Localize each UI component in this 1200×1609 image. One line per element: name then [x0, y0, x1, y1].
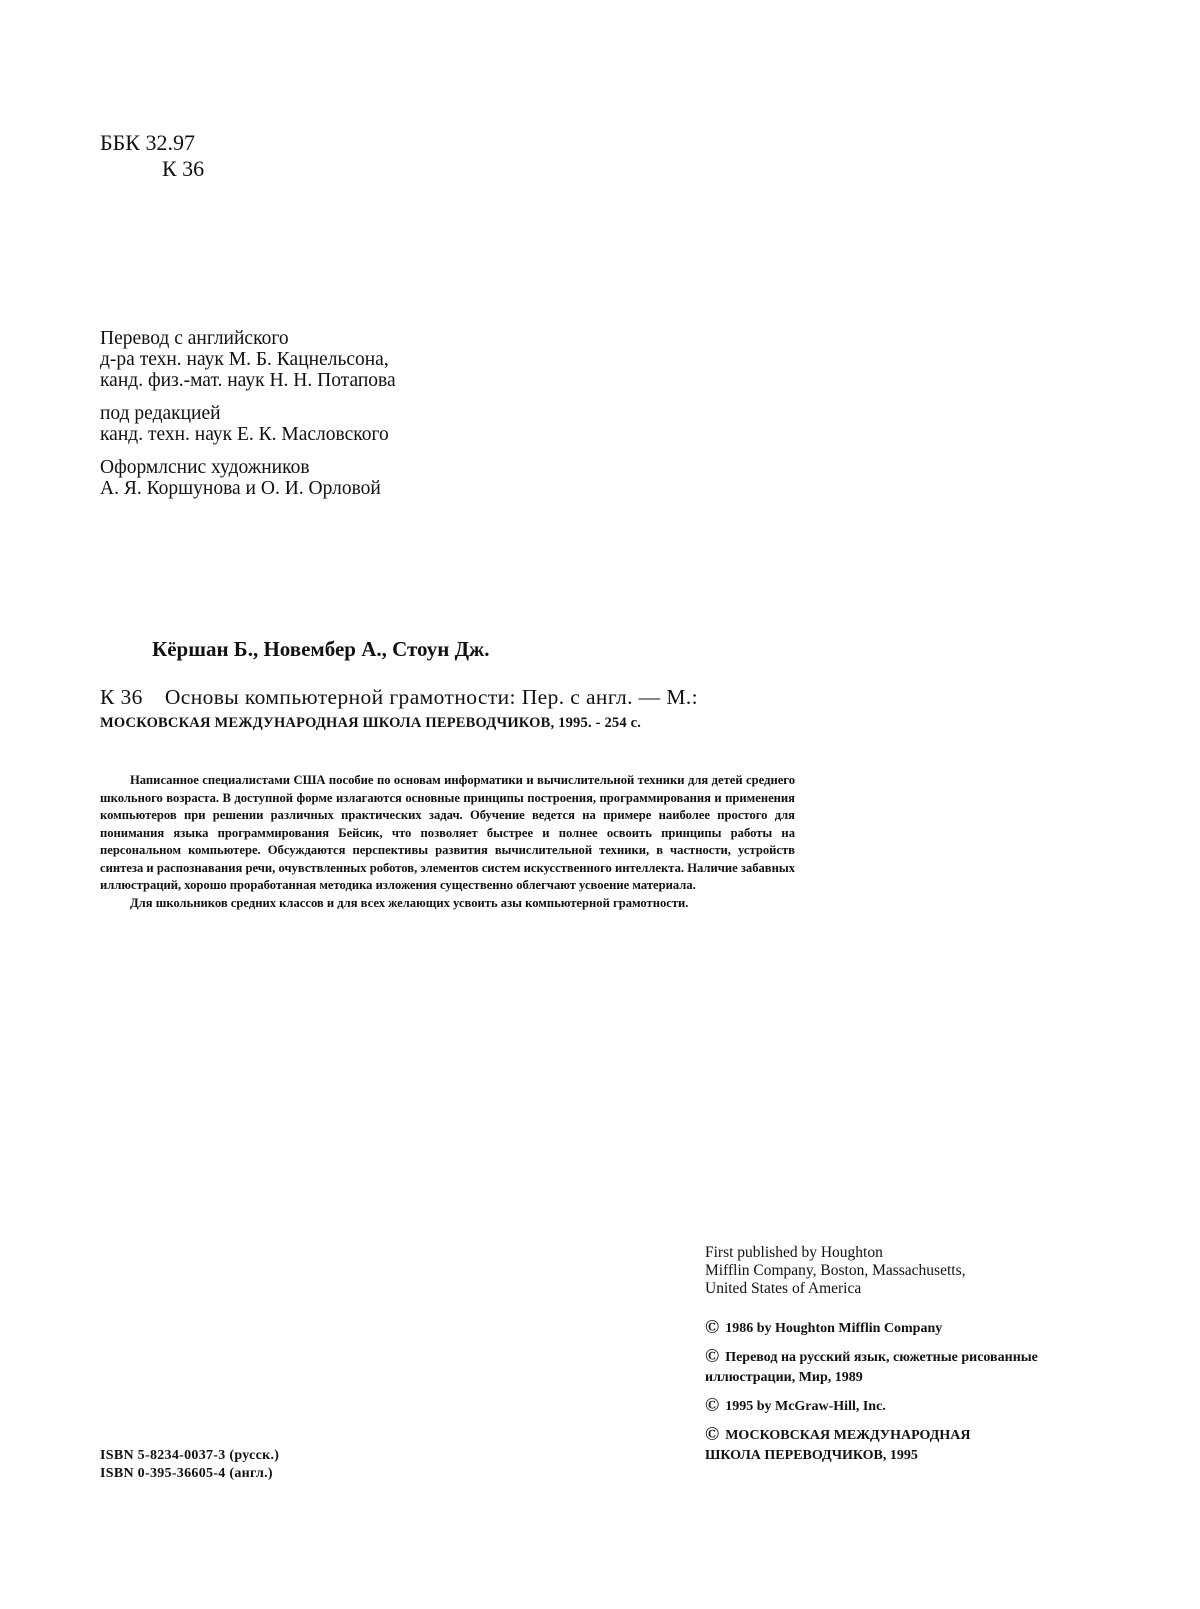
translation-credit: [100, 328, 396, 391]
credit-line: под редакцией: [100, 403, 221, 424]
copyright-entry: [705, 1318, 1038, 1339]
author-mark: К 36: [162, 156, 205, 181]
copyright-entry: [705, 1425, 1038, 1466]
bbk-classification: [100, 130, 204, 182]
copyright-text: ШКОЛА ПЕРЕВОДЧИКОВ, 1995: [705, 1448, 918, 1463]
annotation-paragraph: Написанное специалистами США пособие по основам информатики и вычислительной техники для детей среднего школьного возраста. В доступной форме излагаются основные принципы построения, программирования и применения компьютеров при решении различных практических задач. Обучение ведется на примере наиболее простого для понимания языка программирования Бейсик, что позволяет быстрее и полнее освоить принципы работы на персональном компьютере. Обсуждаются перспективы развития вычислительной техники, в частности, устройств синтеза и распознавания речи, очувствленных роботов, элементов систем искусственного интеллекта. Наличие забавных иллюстраций, хорошо проработанная методика изложения существенно облегчают усвоение материала.: [100, 773, 795, 892]
credit-line: канд. физ.-мат. наук Н. Н. Потапова: [100, 370, 396, 391]
first-published-line: First published by Houghton: [705, 1244, 883, 1261]
annotation-paragraph: Для школьников средних классов и для всех желающих усвоить азы компьютерной грамотности.: [130, 895, 689, 910]
authors: Кёршан Б., Новембер А., Стоун Дж.: [152, 637, 490, 661]
annotation: [100, 772, 795, 912]
first-published: [705, 1244, 965, 1298]
isbn-line: ISBN 0-395-36605-4 (англ.): [100, 1466, 273, 1481]
credit-line: канд. техн. наук Е. К. Масловского: [100, 424, 389, 445]
copyright-icon: ©: [705, 1346, 720, 1367]
bbk-code: ББК 32.97: [100, 130, 195, 155]
imprint: МОСКОВСКАЯ МЕЖДУНАРОДНАЯ ШКОЛА ПЕРЕВОДЧИКОВ, 1995. - 254 с.: [100, 715, 642, 731]
copyright-text: иллюстрации, Мир, 1989: [705, 1370, 863, 1385]
copyright-icon: ©: [705, 1424, 720, 1445]
credit-line: д-ра техн. наук М. Б. Кацнельсона,: [100, 349, 389, 370]
title-code: К 36: [100, 685, 143, 709]
credits: [100, 328, 396, 511]
book-title: [100, 685, 698, 710]
first-published-line: United States of America: [705, 1280, 862, 1297]
copyright-icon: ©: [705, 1395, 720, 1416]
copyright-text: 1986 by Houghton Mifflin Company: [725, 1321, 943, 1336]
credit-line: А. Я. Коршунова и О. И. Орловой: [100, 478, 381, 499]
copyright-text: 1995 by McGraw-Hill, Inc.: [725, 1399, 886, 1414]
design-credit: [100, 457, 396, 499]
copyright-icon: ©: [705, 1317, 720, 1338]
isbn: [100, 1447, 279, 1483]
copyright-text: МОСКОВСКАЯ МЕЖДУНАРОДНАЯ: [725, 1428, 971, 1443]
first-published-line: Mifflin Company, Boston, Massachusetts,: [705, 1262, 966, 1279]
credit-line: Перевод с английского: [100, 328, 289, 349]
credit-line: Оформлснис художников: [100, 457, 310, 478]
isbn-line: ISBN 5-8234-0037-3 (русск.): [100, 1448, 280, 1463]
copyright-text: Перевод на русский язык, сюжетные рисованные: [725, 1350, 1038, 1365]
title-text: Основы компьютерной грамотности: Пер. с англ. — М.:: [164, 685, 698, 709]
copyrights: [705, 1318, 1038, 1474]
editor-credit: [100, 403, 396, 445]
copyright-entry: [705, 1347, 1038, 1388]
copyright-entry: [705, 1396, 1038, 1417]
